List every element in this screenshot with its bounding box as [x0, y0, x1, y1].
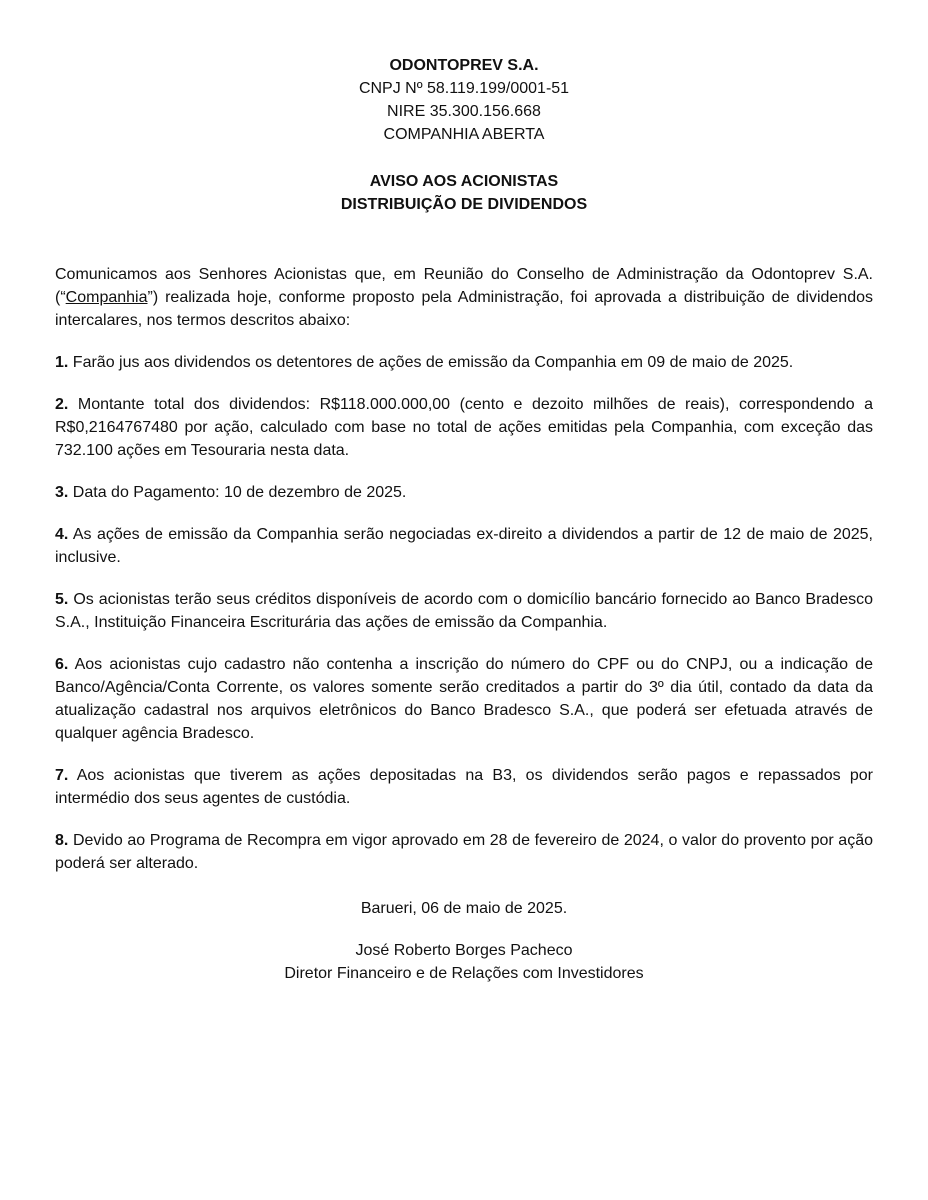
intro-text-2: ”) realizada hoje, conforme proposto pela Administração, foi aprovada a distribuição de dividendos intercalares, nos termos descritos abaixo: — [55, 289, 873, 329]
list-item — [55, 653, 873, 745]
item-text: Aos acionistas cujo cadastro não contenha a inscrição do número do CPF ou do CNPJ, ou a indicação de Banco/Agência/Conta Corrente, os valores somente serão creditados a partir do 3º dia útil, contado da data da atualização cadastral nos arquivos eletrônicos do Banco Bradesco S.A., que poderá ser efetuada através de qualquer agência Bradesco. — [55, 656, 873, 742]
list-item — [55, 393, 873, 462]
item-number: 5. — [55, 591, 69, 608]
signatory-role: Diretor Financeiro e de Relações com Investidores — [284, 965, 644, 982]
item-number: 3. — [55, 484, 69, 501]
closing-block — [55, 897, 873, 920]
list-item — [55, 481, 873, 504]
signatory-name: José Roberto Borges Pacheco — [355, 942, 573, 959]
intro-paragraph — [55, 263, 873, 332]
notice-title — [55, 170, 873, 216]
item-number: 8. — [55, 832, 69, 849]
place-date: Barueri, 06 de maio de 2025. — [360, 900, 568, 917]
item-text: Farão jus aos dividendos os detentores de ações de emissão da Companhia em 09 de maio de 2025. — [72, 354, 794, 371]
item-number: 2. — [55, 396, 69, 413]
item-number: 1. — [55, 354, 69, 371]
company-type: COMPANHIA ABERTA — [383, 126, 545, 143]
intro-defined-term: Companhia — [65, 289, 148, 306]
item-text: Data do Pagamento: 10 de dezembro de 2025. — [72, 484, 407, 501]
list-item — [55, 523, 873, 569]
item-text: Aos acionistas que tiverem as ações depositadas na B3, os dividendos serão pagos e repassados por intermédio dos seus agentes de custódia. — [55, 767, 874, 807]
company-name: ODONTOPREV S.A. — [389, 57, 539, 74]
item-text: Devido ao Programa de Recompra em vigor aprovado em 28 de fevereiro de 2024, o valor do provento por ação poderá ser alterado. — [55, 832, 874, 872]
item-text: Os acionistas terão seus créditos disponíveis de acordo com o domicílio bancário fornecido ao Banco Bradesco S.A., Instituição Financeira Escriturária das ações de emissão da Companhia. — [55, 591, 873, 631]
list-item — [55, 829, 873, 875]
intro-text-1: Comunicamos aos Senhores Acionistas que, em Reunião do Conselho de Administração da Odontoprev S.A. (“ — [55, 266, 873, 306]
company-nire: NIRE 35.300.156.668 — [387, 103, 541, 120]
company-header — [55, 54, 873, 146]
notice-title-line-2: DISTRIBUIÇÃO DE DIVIDENDOS — [340, 196, 588, 213]
item-number: 7. — [55, 767, 69, 784]
list-item — [55, 351, 873, 374]
notice-title-line-1: AVISO AOS ACIONISTAS — [369, 173, 559, 190]
item-text: Montante total dos dividendos: R$118.000.000,00 (cento e dezoito milhões de reais), correspondendo a R$0,2164767480 por ação, calculado com base no total de ações emitidas pela Companhia, com exceção das 732.100 ações em Tesouraria nesta data. — [55, 396, 874, 459]
signature-block — [55, 939, 873, 985]
item-text: As ações de emissão da Companhia serão negociadas ex-direito a dividendos a partir de 12 de maio de 2025, inclusive. — [55, 526, 873, 566]
company-cnpj: CNPJ Nº 58.119.199/0001-51 — [358, 80, 570, 97]
item-number: 4. — [55, 526, 69, 543]
item-number: 6. — [55, 656, 69, 673]
list-item — [55, 588, 873, 634]
list-item — [55, 764, 873, 810]
document-page — [55, 54, 873, 985]
